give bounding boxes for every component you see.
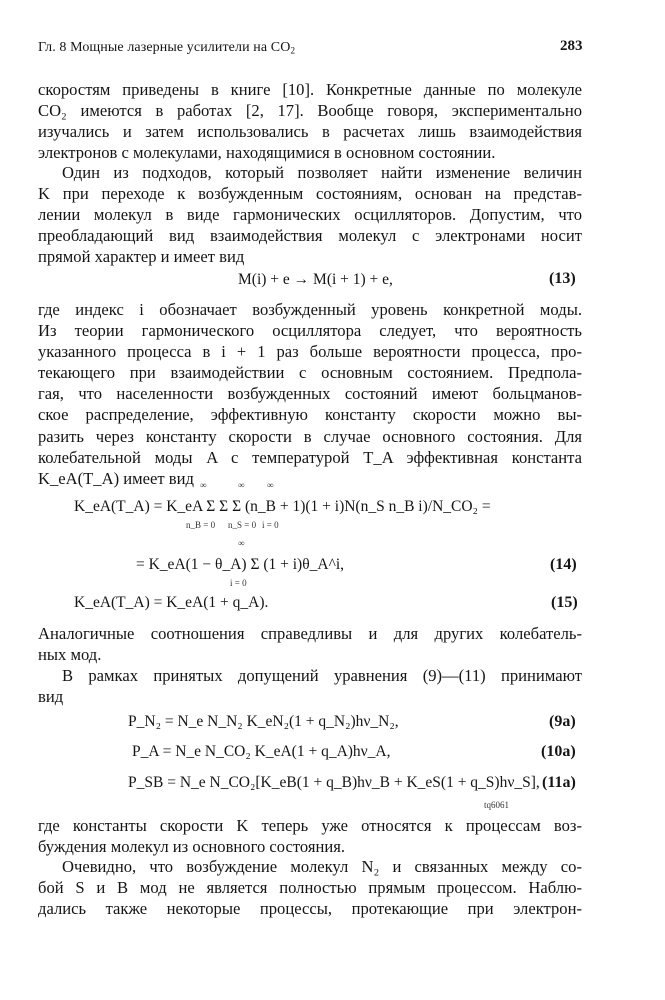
paragraph-1 xyxy=(38,79,582,163)
equation-10a-number: (10a) xyxy=(541,743,576,760)
paragraph-6 xyxy=(38,815,582,857)
sum-lower-limit: n_S = 0 xyxy=(228,520,257,530)
text-line: изучались и затем использовались в расчетах лишь взаимодействия xyxy=(38,122,582,142)
page-number: 283 xyxy=(560,38,583,54)
text-line: CO₂ имеются в работах [2, 17]. Вообще говоря, экспериментально xyxy=(38,101,582,121)
text-line: В рамках принятых допущений уравнения (9)—(11) принимают xyxy=(62,666,582,685)
equation-14-line-2: = K_eA(1 − θ_A) Σ (1 + i)θ_A^i, xyxy=(136,556,345,573)
text-line: гая, что населенности возбужденных состояний имеют больцманов- xyxy=(38,384,582,404)
margin-mark: tq6061 xyxy=(484,800,510,810)
text-line: Из теории гармонического осциллятора следует, что вероятность xyxy=(38,321,582,341)
text-line: Аналогичные соотношения справедливы и для других колебатель- xyxy=(38,624,582,643)
equation-14-number: (14) xyxy=(550,556,577,573)
sum-upper-limit: ∞ xyxy=(238,538,245,548)
paragraph-3 xyxy=(38,299,582,489)
running-title: Гл. 8 Мощные лазерные усилители на $СО_2$ xyxy=(38,40,296,56)
equation-14-line-1: K_eA(T_A) = K_eA Σ Σ Σ (n_B + 1)(1 + i)N(n_S n_B i)/N_CO₂ = xyxy=(74,498,491,515)
sum-upper-limit: ∞ xyxy=(200,480,207,490)
equation-15-number: (15) xyxy=(551,594,578,611)
text-line: прямой характер и имеет вид xyxy=(38,247,245,267)
text-line: текающего при взаимодействии с основным состоянием. Предпола- xyxy=(38,363,582,383)
paragraph-7 xyxy=(38,856,582,919)
text-line: Очевидно, что возбуждение молекул N₂ и связанных между со- xyxy=(62,857,582,876)
equation-9a-number: (9a) xyxy=(549,713,576,730)
equation-15: K_eA(T_A) = K_eA(1 + q_A). xyxy=(74,594,269,611)
sum-lower-limit: n_B = 0 xyxy=(186,520,216,530)
text-line: ское распределение, эффективную константу скорости можно вы- xyxy=(38,405,582,425)
text-line: скоростям приведены в книге [10]. Конкретные данные по молекуле xyxy=(38,80,582,99)
text-line: указанного процесса в i + 1 раз больше вероятности процесса, про- xyxy=(38,342,582,362)
equation-11a-number: (11a) xyxy=(542,774,576,791)
text-line: K_eA(T_A) имеет вид xyxy=(38,468,194,488)
equation-10a: P_A = N_e N_CO₂ K_eA(1 + q_A)hν_A, xyxy=(132,743,391,760)
text-line: дались также некоторые процессы, протекающие при электрон- xyxy=(38,899,582,919)
paragraph-2 xyxy=(38,162,582,267)
text-line: лении молекул в виде гармонических осцилляторов. Допустим, что xyxy=(38,205,582,225)
equation-11a: P_SB = N_e N_CO₂[K_eB(1 + q_B)hν_B + K_eS(1 + q_S)hν_S], xyxy=(128,774,540,791)
paragraph-4 xyxy=(38,623,582,665)
text-line: K при переходе к возбужденным состояниям, основан на представ- xyxy=(38,184,582,204)
text-line: электронов с молекулами, находящимися в основном состоянии. xyxy=(38,143,496,163)
equation-13: M(i) + e → M(i + 1) + e, xyxy=(238,271,393,288)
text-line: вид xyxy=(38,687,64,707)
text-line: колебательной моды A с температурой T_A эффективная константа xyxy=(38,447,582,467)
paragraph-5 xyxy=(38,665,582,707)
text-line: преобладающий вид взаимодействия молекул с электронами носит xyxy=(38,226,582,246)
text-line: бой S и B мод не является полностью прямым процессом. Наблю- xyxy=(38,878,582,898)
text-line: ных мод. xyxy=(38,645,102,665)
sum-lower-limit: i = 0 xyxy=(262,520,279,530)
text-line: где константы скорости K теперь уже относятся к процессам воз- xyxy=(38,816,582,835)
text-line: разить через константу скорости в случае основного состояния. Для xyxy=(38,426,582,446)
text-line: где индекс i обозначает возбужденный уровень конкретной моды. xyxy=(38,300,582,319)
equation-13-number: (13) xyxy=(549,270,576,287)
sum-upper-limit: ∞ xyxy=(238,480,245,490)
text-line: Один из подходов, который позволяет найти изменение величин xyxy=(62,163,582,182)
sum-lower-limit: i = 0 xyxy=(230,578,247,588)
sum-upper-limit: ∞ xyxy=(267,480,274,490)
text-line: буждения молекул из основного состояния. xyxy=(38,837,346,857)
equation-9a: P_N₂ = N_e N_N₂ K_eN₂(1 + q_N₂)hν_N₂, xyxy=(128,713,399,730)
